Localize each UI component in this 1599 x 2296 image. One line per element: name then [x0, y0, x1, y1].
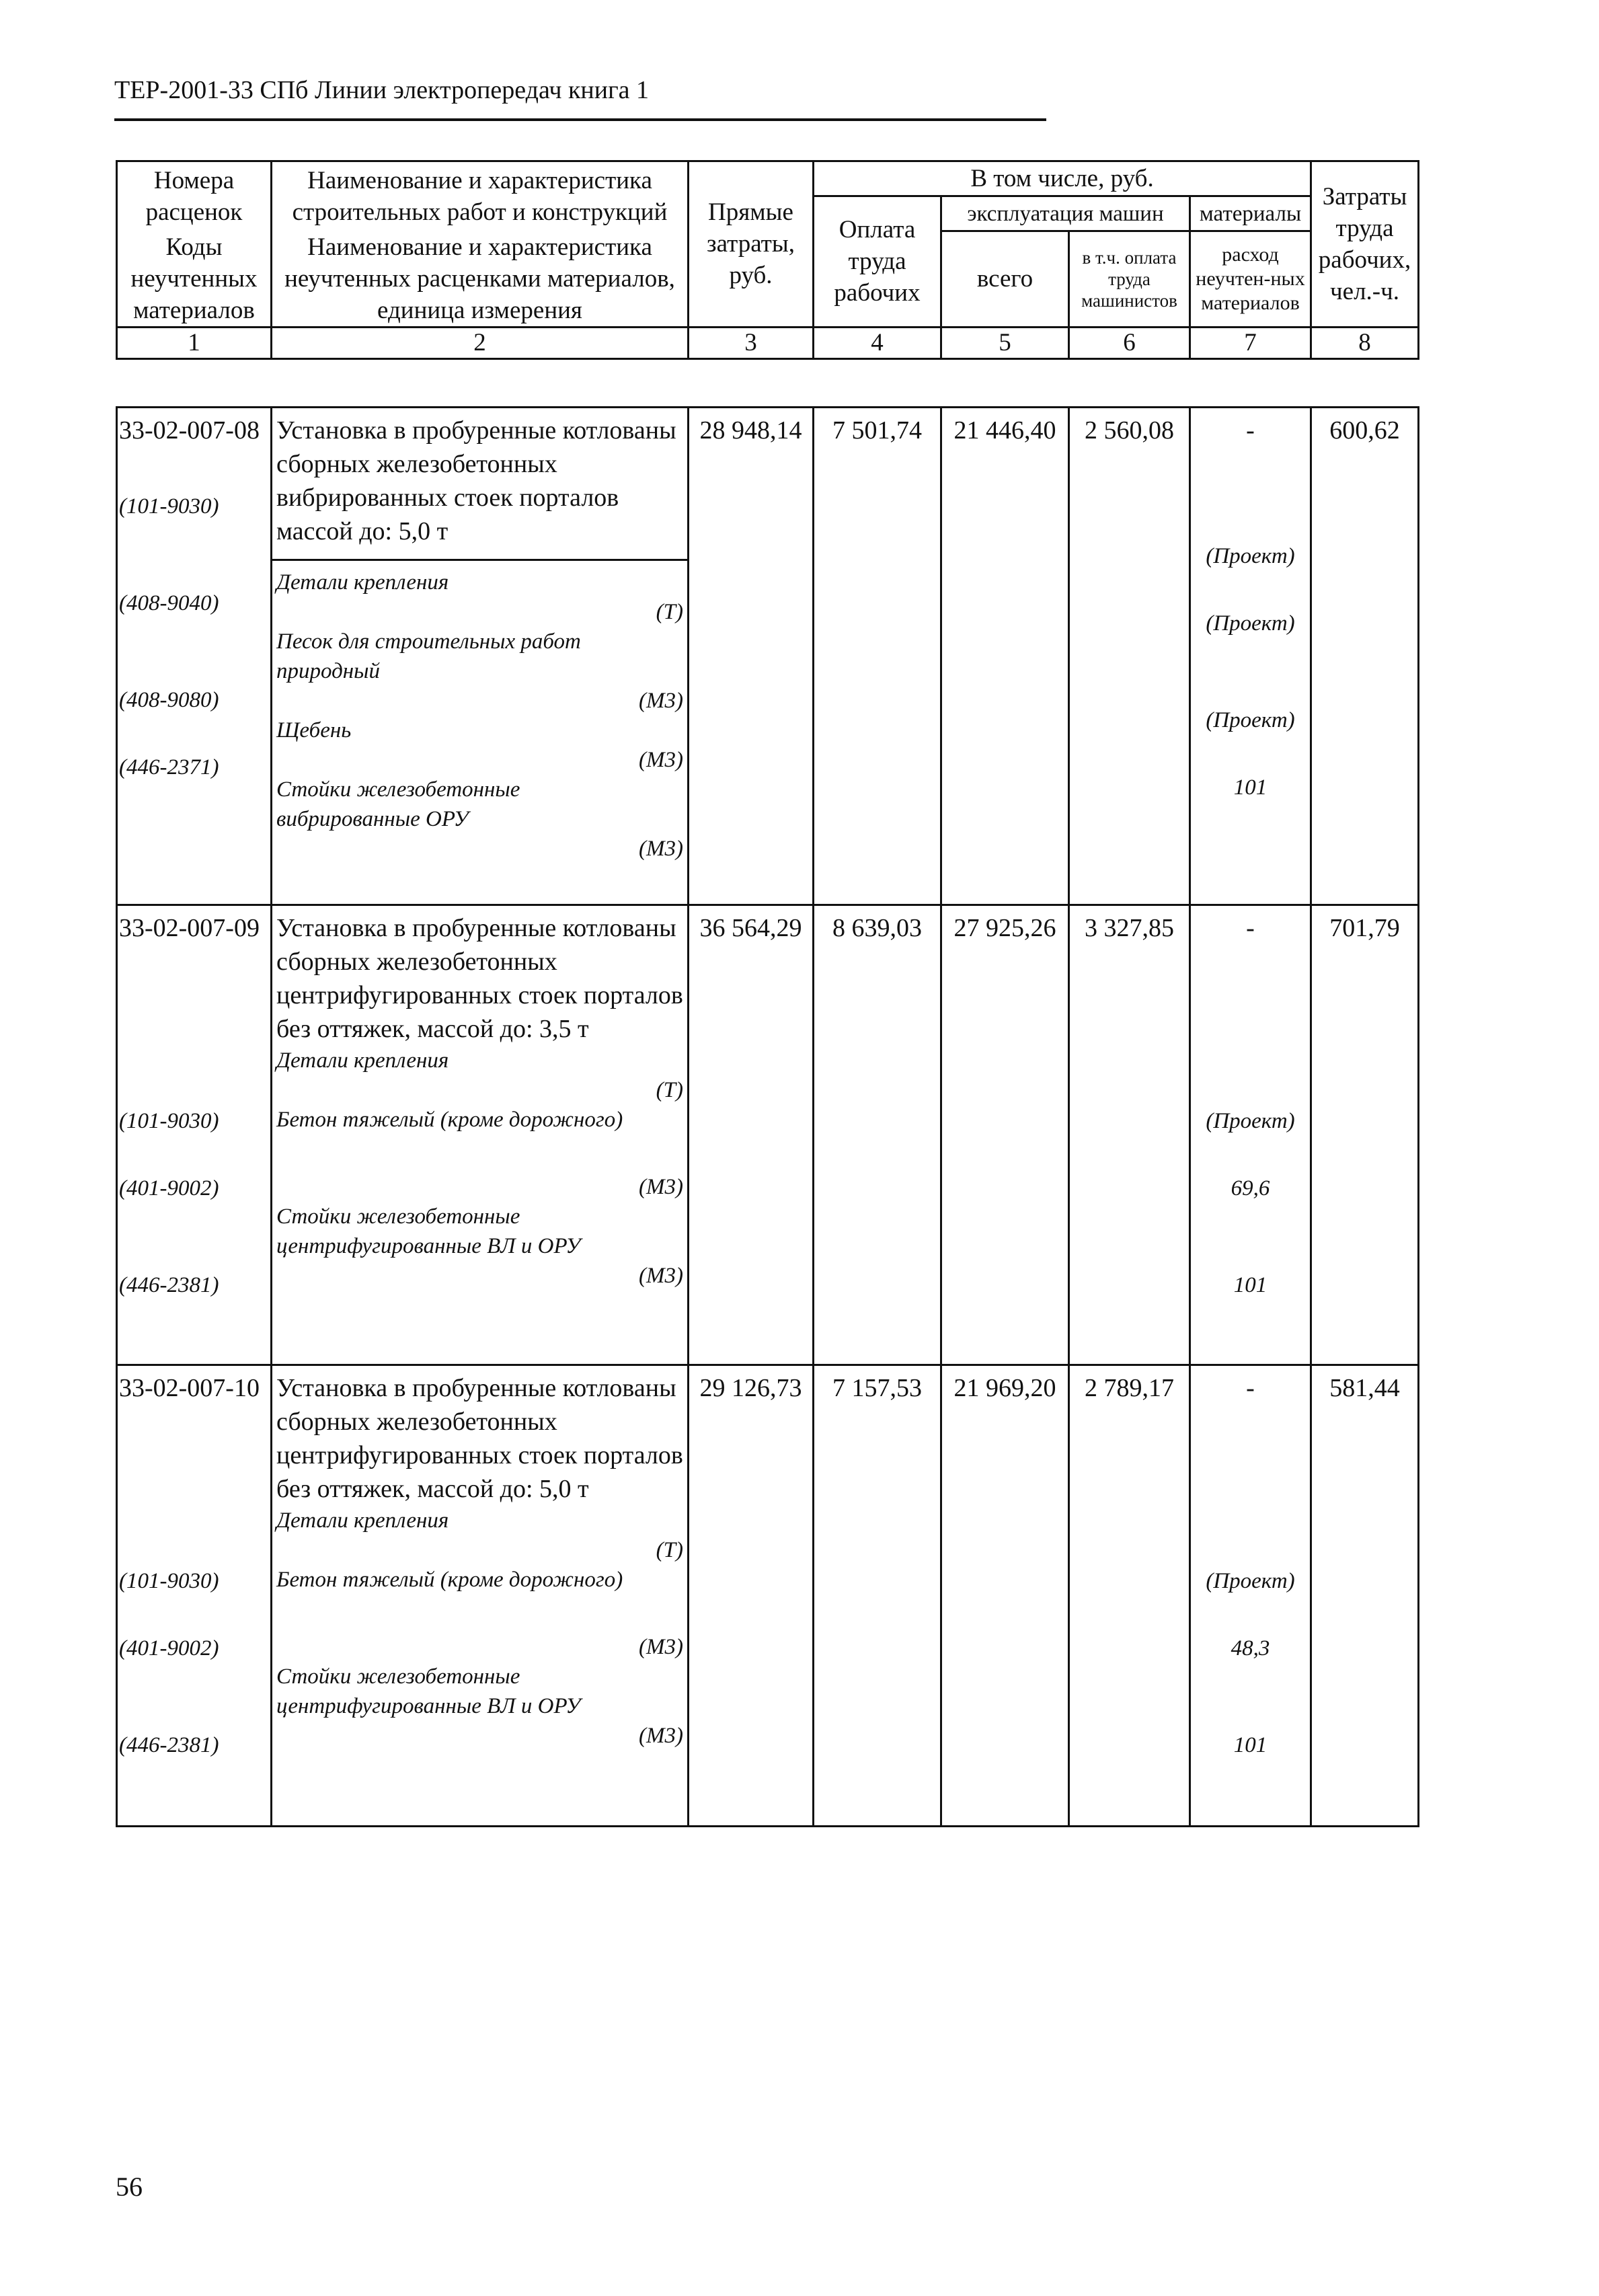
machines-total-cell: 27 925,26 — [941, 905, 1069, 1365]
rate-description: Установка в пробуренные котлованы сборных железобетонных вибрированных стоек порталов массой до: 5,0 т — [272, 408, 687, 561]
labor-pay-cell: 7 501,74 — [814, 408, 941, 905]
labor-hours-cell: 581,44 — [1311, 1365, 1419, 1827]
direct-costs-cell: 28 948,14 — [689, 408, 814, 905]
rate-description-cell — [272, 1365, 689, 1827]
material-code: (101-9030) — [119, 1109, 219, 1133]
col-header-rate-numbers-cell: Номера расценок — [117, 161, 272, 231]
material-unit: (М3) — [639, 1724, 683, 1748]
material-code: (101-9030) — [119, 494, 219, 519]
col-number-8: 8 — [1311, 327, 1419, 358]
rate-description-cell — [272, 408, 689, 905]
material-amount: 101 — [1233, 1733, 1268, 1757]
material-unit: (М3) — [639, 1635, 683, 1659]
rates-table — [116, 406, 1419, 1827]
labor-hours-cell: 600,62 — [1311, 408, 1419, 905]
material-code: (401-9002) — [119, 1636, 219, 1660]
col-header-including-cell: В том числе, руб. — [814, 161, 1311, 196]
col-header-machinists-pay-cell: в т.ч. оплата труда машинистов — [1069, 231, 1190, 328]
col-number-4: 4 — [814, 327, 941, 358]
material-amount: 48,3 — [1231, 1636, 1270, 1660]
material-name: Стойки железобетонные центрифугированные ВЛ и ОРУ — [276, 1204, 581, 1258]
col-header-materials-group: материалы — [1190, 196, 1311, 231]
table-row — [117, 1365, 1419, 1827]
material-name: Бетон тяжелый (кроме дорожного) — [276, 1108, 623, 1132]
table-header-grid — [116, 160, 1419, 360]
col-number-2: 2 — [272, 327, 689, 358]
materials-cell: - (Проект) 69,6 101 — [1190, 905, 1311, 1365]
material-name: Стойки железобетонные центрифугированные ВЛ и ОРУ — [276, 1664, 581, 1718]
direct-costs-cell: 29 126,73 — [689, 1365, 814, 1827]
table-row — [117, 905, 1419, 1365]
col-header-machines-group: эксплуатация машин — [941, 196, 1190, 231]
col-header-material-codes-cell: Коды неучтенных материалов — [117, 231, 272, 328]
material-unit: (Т) — [656, 1078, 683, 1102]
machinists-pay-cell: 3 327,85 — [1069, 905, 1190, 1365]
col-number-7: 7 — [1190, 327, 1311, 358]
col-header-materials-usage-cell: расход неучтен-ных материалов — [1190, 231, 1311, 328]
material-code: (408-9040) — [119, 591, 219, 615]
material-amount: 69,6 — [1231, 1176, 1270, 1200]
machinists-pay-cell: 2 789,17 — [1069, 1365, 1190, 1827]
direct-costs-cell: 36 564,29 — [689, 905, 814, 1365]
material-code: (446-2381) — [119, 1733, 219, 1757]
col-header-work-name-cell: Наименование и характеристика строительных работ и конструкций — [272, 161, 689, 231]
table-row — [117, 408, 1419, 905]
col-header-machines-total-cell: всего — [941, 231, 1069, 328]
material-name: Песок для строительных работ природный — [276, 629, 581, 683]
material-amount: (Проект) — [1206, 544, 1295, 568]
col-number-5: 5 — [941, 327, 1069, 358]
material-name: Щебень — [276, 718, 352, 742]
rate-code-cell — [117, 905, 272, 1365]
materials-cell: - (Проект) (Проект) (Проект) 101 — [1190, 408, 1311, 905]
material-code: (401-9002) — [119, 1176, 219, 1200]
material-name: Детали крепления — [276, 1508, 449, 1533]
rate-code-cell — [117, 408, 272, 905]
material-amount: (Проект) — [1206, 1569, 1295, 1593]
labor-pay-cell: 8 639,03 — [814, 905, 941, 1365]
material-name: Стойки железобетонные вибрированные ОРУ — [276, 777, 520, 831]
col-header-material-name-cell: Наименование и характеристика неучтенных расценками материалов, единица измерения — [272, 231, 689, 328]
rate-description: Установка в пробуренные котлованы сборных железобетонных центрифугированных стоек порталов без оттяжек, массой до: 5,0 т — [276, 1374, 683, 1503]
material-unit: (М3) — [639, 837, 683, 861]
rate-code: 33-02-007-09 — [119, 914, 260, 942]
material-amount: (Проект) — [1206, 1109, 1295, 1133]
col-number-6: 6 — [1069, 327, 1190, 358]
header-rule — [114, 118, 1046, 121]
material-unit: (М3) — [639, 748, 683, 772]
col-header-direct-costs-cell: Прямые затраты, руб. — [689, 161, 814, 328]
rate-code: 33-02-007-08 — [119, 416, 260, 445]
material-name: Детали крепления — [276, 1048, 449, 1073]
material-code: (101-9030) — [119, 1569, 219, 1593]
material-unit: (М3) — [639, 1175, 683, 1199]
material-unit: (М3) — [639, 1264, 683, 1288]
rate-description-cell — [272, 905, 689, 1365]
col-number-3: 3 — [689, 327, 814, 358]
labor-pay-cell: 7 157,53 — [814, 1365, 941, 1827]
material-amount: 101 — [1233, 1273, 1268, 1297]
material-amount: 101 — [1233, 775, 1268, 800]
document-header: ТЕР-2001-33 СПб Линии электропередач книга 1 — [114, 76, 650, 104]
col-number-1: 1 — [117, 327, 272, 358]
material-unit: (Т) — [656, 600, 683, 624]
material-amount: (Проект) — [1206, 708, 1295, 732]
material-name: Детали крепления — [276, 570, 449, 595]
materials-cell: - (Проект) 48,3 101 — [1190, 1365, 1311, 1827]
col-header-labor-pay-cell: Оплата труда рабочих — [814, 196, 941, 328]
machines-total-cell: 21 969,20 — [941, 1365, 1069, 1827]
material-unit: (М3) — [639, 689, 683, 713]
material-name: Бетон тяжелый (кроме дорожного) — [276, 1568, 623, 1592]
material-code: (446-2371) — [119, 755, 219, 779]
material-amount: (Проект) — [1206, 611, 1295, 636]
material-unit: (Т) — [656, 1538, 683, 1562]
page-number: 56 — [116, 2172, 143, 2202]
material-code: (408-9080) — [119, 688, 219, 712]
rate-code-cell — [117, 1365, 272, 1827]
col-header-labor-hours-cell: Затраты труда рабочих, чел.-ч. — [1311, 161, 1419, 328]
rate-description: Установка в пробуренные котлованы сборных железобетонных центрифугированных стоек порталов без оттяжек, массой до: 3,5 т — [276, 914, 683, 1043]
rate-code: 33-02-007-10 — [119, 1374, 260, 1402]
machines-total-cell: 21 446,40 — [941, 408, 1069, 905]
labor-hours-cell: 701,79 — [1311, 905, 1419, 1365]
machinists-pay-cell: 2 560,08 — [1069, 408, 1190, 905]
material-code: (446-2381) — [119, 1273, 219, 1297]
